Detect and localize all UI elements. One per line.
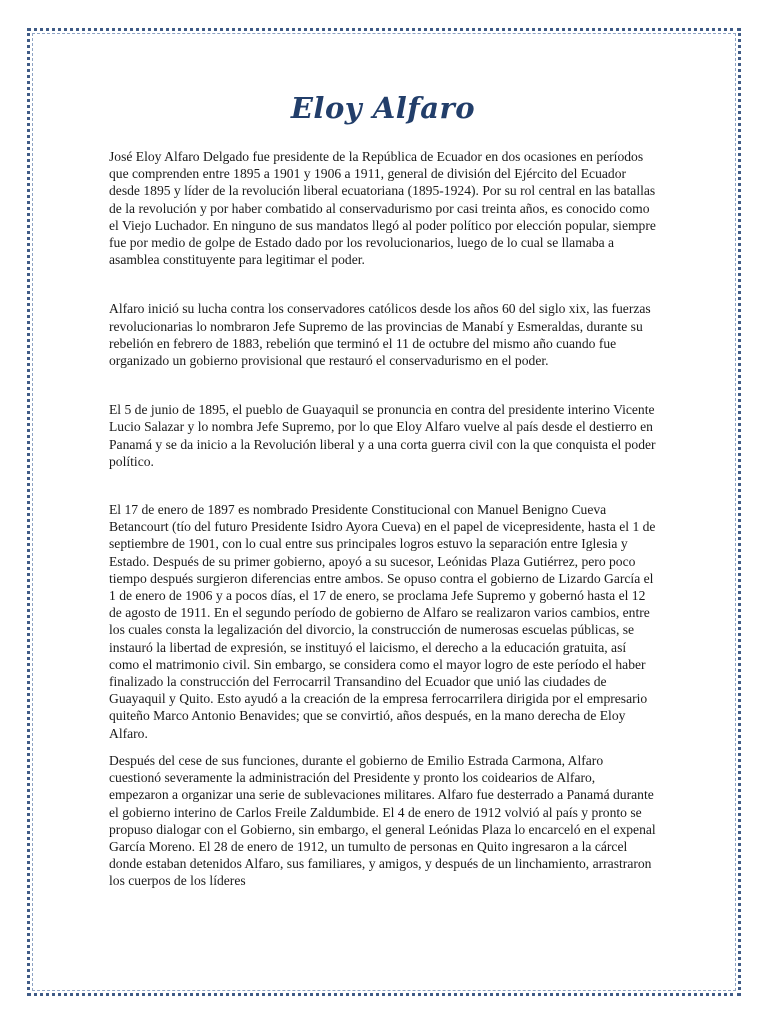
paragraph-4: El 17 de enero de 1897 es nombrado Presidente Constitucional con Manuel Benigno Cueva Betancourt (tío del futuro Presidente Isidro Ayora Cueva) en el papel de vicepresidente, hasta el 1 de septiembre de 1901, con lo cual entre sus principales logros estuvo la separación entre Iglesia y Estado. Después de su primer gobierno, apoyó a su sucesor, Leónidas Plaza Gutiérrez, pero poco tiempo después surgieron diferencias entre ambos. Se opuso contra el gobierno de Lizardo García el 1 de enero de 1906 y a pocos días, el 17 de enero, se proclama Jefe Supremo y gobernó hasta el 12 de agosto de 1911. En el segundo período de gobierno de Alfaro se realizaron varios cambios, entre los cuales consta la legalización del divorcio, la construcción de numerosas escuelas públicas, se instauró la libertad de expresión, se instituyó el laicismo, el derecho a la educación gratuita, así como el matrimonio civil. Sin embargo, se considera como el mayor logro de este período el haber finalizado la construcción del Ferrocarril Transandino del Ecuador que unió las ciudades de Guayaquil y Quito. Esto ayudó a la creación de la empresa ferrocarrilera dirigida por el empresario quiteño Marco Antonio Benavides; que se convirtió, años después, en la mano derecha de Eloy Alfaro. (109, 502, 656, 741)
paragraph-5: Después del cese de sus funciones, durante el gobierno de Emilio Estrada Carmona, Alfaro cuestionó severamente la administración del Presidente y pronto los coidearios de Alfaro, empezaron a organizar una serie de sublevaciones militares. Alfaro fue desterrado a Panamá durante el gobierno interino de Carlos Freile Zaldumbide. El 4 de enero de 1912 volvió al país y pronto se propuso dialogar con el Gobierno, sin embargo, el general Leónidas Plaza lo encarceló en el expenal García Moreno. El 28 de enero de 1912, un tumulto de personas en Quito ingresaron a la cárcel donde estaban detenidos Alfaro, sus familiares, y amigos, y después de un linchamiento, arrastraron los cuerpos de los líderes (109, 752, 656, 889)
document-title: Eloy Alfaro (290, 91, 476, 125)
paragraph-3: El 5 de junio de 1895, el pueblo de Guayaquil se pronuncia en contra del presidente interino Vicente Lucio Salazar y lo nombra Jefe Supremo, por lo que Eloy Alfaro vuelve al país desde el destierro en Panamá y se da inicio a la Revolución liberal y a una corta guerra civil con la que conquista el poder político. (109, 402, 656, 469)
paragraph-2: Alfaro inició su lucha contra los conservadores católicos desde los años 60 del siglo xix, las fuerzas revolucionarias lo nombraron Jefe Supremo de las provincias de Manabí y Esmeraldas, durante su rebelión en febrero de 1883, rebelión que terminó el 11 de octubre del mismo año cuando fue organizado un gobierno provisional que restauró el conservadurismo en el poder. (109, 301, 651, 369)
document-body (109, 88, 657, 890)
paragraph-1: José Eloy Alfaro Delgado fue presidente de la República de Ecuador en dos ocasiones en períodos que comprenden entre 1895 a 1901 y 1906 a 1911, general de división del Ejército del Ecuador desde 1895 y líder de la revolución liberal ecuatoriana (1895-1924). Por su rol central en las batallas de la revolución y por haber combatido al conservadurismo por casi treinta años, es conocido como el Viejo Luchador. En ninguno de sus mandatos llegó al poder político por elección popular, siempre fue por medio de golpe de Estado dado por los revolucionarios, luego de lo cual se llamaba a asamblea constituyente para legitimar el poder. (109, 149, 656, 268)
